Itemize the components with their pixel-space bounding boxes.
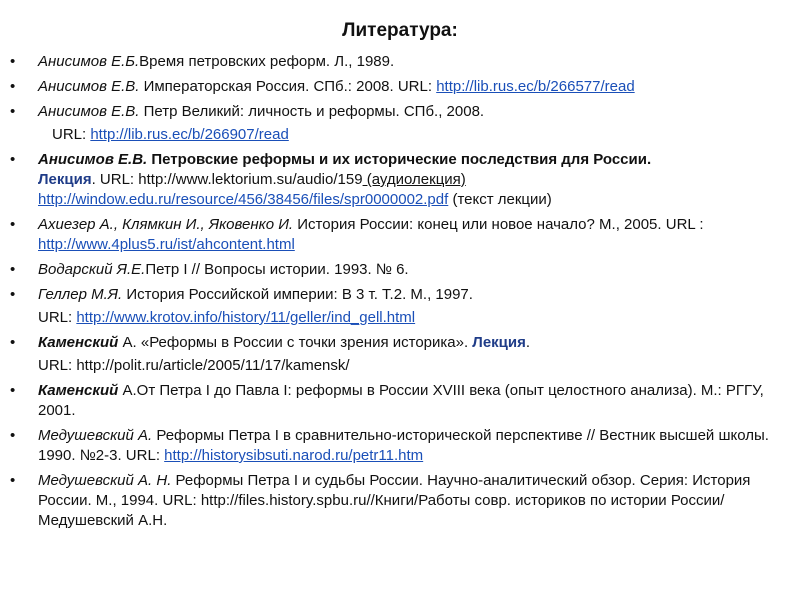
entry-link[interactable]: http://window.edu.ru/resource/456/38456/files/spr0000002.pdf — [38, 191, 449, 208]
page-title: Литература: — [342, 20, 458, 41]
entry-text: Реформы Петра I в сравнительно-исторической перспективе // Вестник высшей школы. 1990. №2-3. URL: — [38, 427, 769, 464]
entry-text: . — [525, 334, 531, 351]
entry-author: Водарский Я.Е. — [38, 261, 146, 278]
list-item — [10, 215, 780, 255]
entry-text: А. «Реформы в России с точки зрения историка». — [118, 334, 473, 351]
lecture-label: Лекция — [38, 171, 92, 188]
entry-note: (текст лекции) — [448, 191, 552, 208]
list-item — [10, 333, 780, 353]
entry-text: URL: — [52, 126, 91, 143]
entry-text: . URL: — [91, 171, 139, 188]
entry-link[interactable]: http://lib.rus.ec/b/266577/read — [436, 78, 635, 95]
lecture-label: Лекция — [472, 334, 526, 351]
entry-text: История России: конец или новое начало? М., 2005. URL : — [293, 216, 704, 233]
entry-text: А.От Петра I до Павла I: реформы в России XVIII века (опыт целостного анализа). М.: РГГУ, 2001. — [38, 382, 764, 419]
list-item — [10, 52, 780, 72]
entry-text: Петр I // Вопросы истории. 1993. № 6. — [145, 261, 409, 278]
entry-author: Ахиезер А., Клямкин И., Яковенко И. — [38, 216, 294, 233]
entry-author: Анисимов Е.В. — [38, 151, 148, 168]
entry-text: Время петровских реформ. Л., 1989. — [139, 53, 395, 70]
list-item-continuation — [10, 308, 780, 328]
entry-text: URL: http://polit.ru/article/2005/11/17/kamensk/ — [38, 357, 350, 374]
list-item-continuation — [10, 356, 780, 376]
entry-link[interactable]: http://www.krotov.info/history/11/geller/ind_gell.html — [76, 309, 416, 326]
entry-text: URL: — [38, 309, 77, 326]
list-item — [10, 285, 780, 305]
entry-author: Каменский — [38, 382, 119, 399]
entry-text: Императорская Россия. СПб.: 2008. URL: — [139, 78, 437, 95]
entry-author: Анисимов Е.В. — [38, 103, 140, 120]
list-item — [10, 426, 780, 466]
entry-link[interactable]: http://lib.rus.ec/b/266907/read — [90, 126, 289, 143]
entry-note: (аудиолекция) — [362, 171, 466, 188]
entry-author: Медушевский А. — [38, 427, 153, 444]
entry-author: Медушевский А. Н. — [38, 472, 172, 489]
entry-author: Анисимов Е.В. — [38, 78, 140, 95]
list-item — [10, 102, 780, 122]
entry-text: История Российской империи: В 3 т. Т.2. М., 1997. — [122, 286, 473, 303]
entry-link[interactable]: http://historysibsuti.narod.ru/petr11.htm — [164, 447, 424, 464]
list-item — [10, 260, 780, 280]
entry-link[interactable]: http://www.lektorium.su/audio/159 — [138, 171, 363, 188]
entry-author: Анисимов Е.Б. — [38, 53, 140, 70]
entry-title: Петровские реформы и их исторические последствия для России. — [147, 151, 652, 168]
list-item — [10, 471, 780, 531]
entry-text: Петр Великий: личность и реформы. СПб., 2008. — [139, 103, 485, 120]
entry-text: Реформы Петра I и судьбы России. Научно-аналитический обзор. Серия: История России. М., 1994. URL: http://files.history.spbu.ru//Книги/Работы совр. историков по истории России/Медушевский А.Н. — [38, 472, 751, 529]
list-item — [10, 150, 780, 210]
entry-link[interactable]: http://www.4plus5.ru/ist/ahcontent.html — [38, 236, 295, 253]
list-item — [10, 77, 780, 97]
bibliography-list — [10, 52, 780, 536]
list-item-continuation — [10, 125, 780, 145]
entry-author: Каменский — [38, 334, 119, 351]
entry-author: Геллер М.Я. — [38, 286, 123, 303]
list-item — [10, 381, 780, 421]
